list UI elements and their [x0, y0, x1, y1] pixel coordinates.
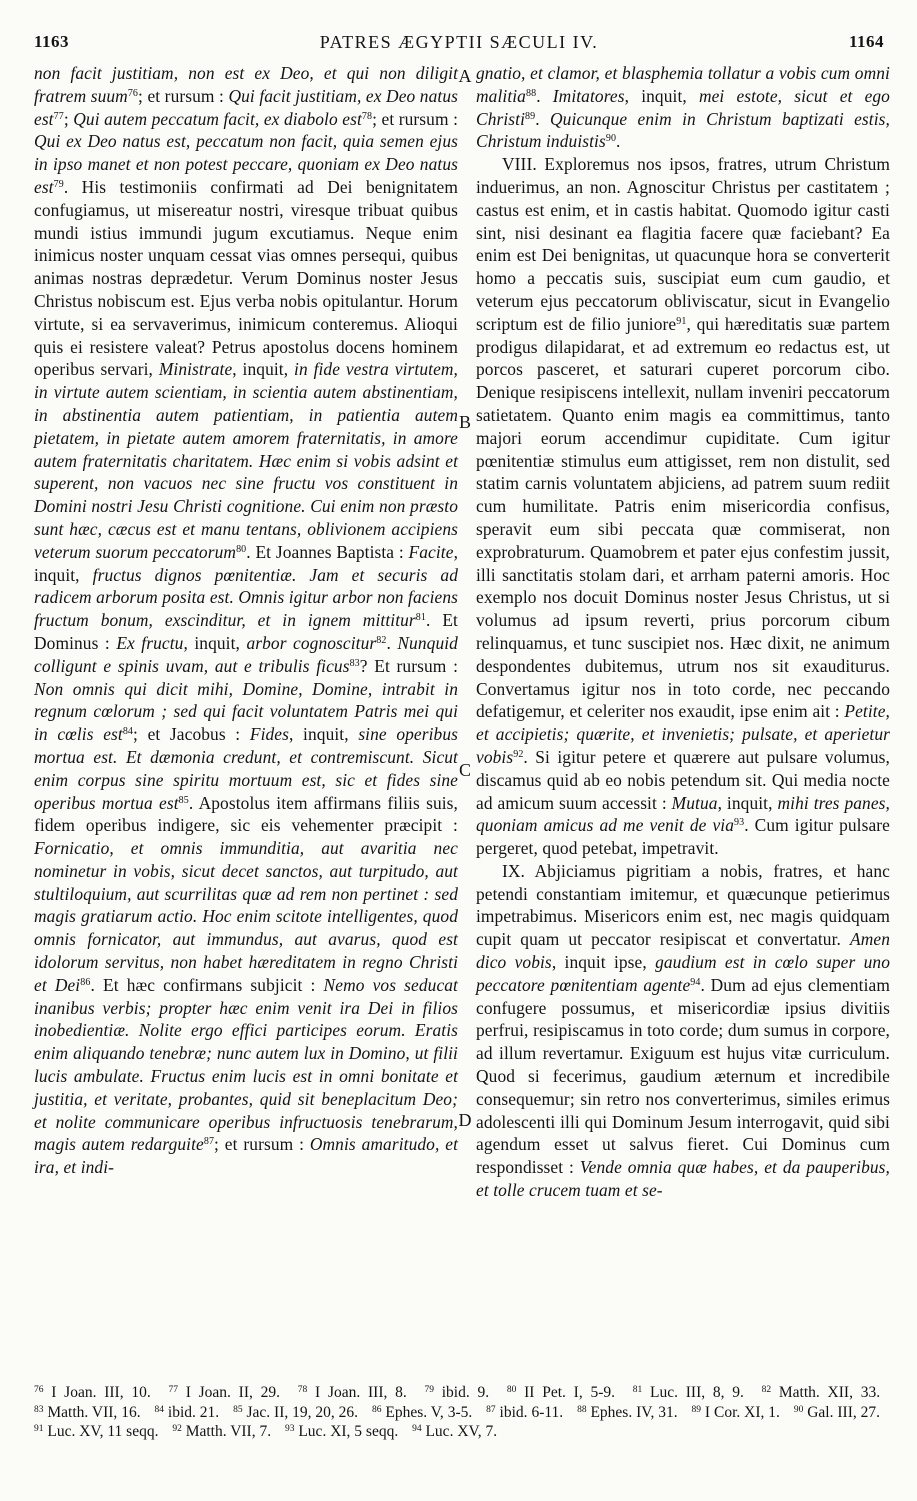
footnote-ref: 91 — [676, 315, 687, 327]
footnote — [692, 1404, 780, 1421]
footnote-citation: Matth. XII, 33. — [771, 1384, 881, 1401]
quotation-text: sine operibus mortua est. Et dæmonia credunt, et contremiscunt. Sicut enim corpus sine spiritu mortuum est, sic et fides sine operibus mortua est — [34, 724, 459, 813]
quotation-text: Omnis amaritudo, et ira, et indi- — [34, 1134, 458, 1178]
paragraph — [34, 62, 458, 1179]
body-text: , qui hæreditatis suæ partem prodigus dilapidarat, et ad extremum eo redactus est, ut porcos pasceret, et saturari cuperet porcorum cibo. Denique resipiscens intellexit, nullam inveniri peccatorum satietatem. Quanto enim magis ea committimus, tanto majori eorum accendimur cupiditate. Cum igitur pœnitentiæ stimulus eum attigisset, rem non distulit, sed statim carnis voluntatem abjiciens, ad patrem suum rediit cum humilitate. Patris enim misericordia confisus, speravit eum sibi peccata quæ commiserat, non exprobraturum. Quamobrem et pater ejus confestim jussit, illi sanctitatis stolam dari, et arrham paterni amoris. Hoc exemplo nos docuit Dominus noster Jesus Christus, ut si volumus ad ipsum reverti, prius porcorum cibum relinquamus, et tunc suscipiet nos. Hæc dixit, ne animum despondentes dubitemus, utrum nos sit exauditurus. Convertamus igitur nos in toto corde, nec peccando defatigemur, et celeriter nos exaudit, ipse enim ait : — [476, 313, 890, 722]
footnote-citation: I Joan. III, 10. — [43, 1384, 151, 1401]
footnote-ref: 80 — [236, 543, 247, 555]
footnote-ref: 85 — [178, 794, 189, 806]
quotation-text: Ex fructu — [116, 632, 184, 653]
footnote-number: 93 — [284, 1424, 295, 1434]
footnote-ref: 90 — [605, 133, 617, 145]
footnote-citation: I Cor. XI, 1. — [701, 1403, 780, 1421]
body-text: . Dum ad ejus clementiam confugere possumus, et misericordiæ ipsius divitiis perfrui, resipiscamus in toto corde; dum sumus in corpore, ad illum revertamur. Exiguum est hujus vitæ curriculum. Quod si fecerimus, gaudium æternum et incredibile consequemur; sin retro nos converterimus, similes erimus adolescenti illi qui Dominum Jesum interrogavit, quid sibi agendum esset ut salvus fieret. Cui Dominus cum respondisset : — [476, 974, 890, 1178]
footnote-ref: 81 — [415, 612, 426, 624]
footnote-citation: Luc. III, 8, 9. — [642, 1384, 744, 1401]
right-text-column — [476, 62, 890, 1202]
body-text: . Et Dominus : — [34, 610, 458, 653]
body-text: . — [616, 131, 621, 152]
body-text: . Cum igitur pulsare pergeret, quod petebat, impetravit. — [476, 815, 890, 859]
footnote-number: 86 — [371, 1404, 382, 1415]
body-text: . — [386, 632, 398, 653]
footnote — [34, 1404, 141, 1421]
footnote — [298, 1384, 407, 1401]
footnote-number: 89 — [691, 1404, 702, 1415]
quotation-text: Petite, et accipietis; quærite, et invenietis; pulsate, et aperietur vobis — [476, 701, 890, 767]
body-text: , inquit, — [183, 632, 247, 653]
footnote-ref: 84 — [122, 726, 134, 738]
body-text: . Et Joannes Baptista : — [246, 541, 409, 562]
footnote-number: 94 — [412, 1424, 422, 1434]
footnote-ref: 76 — [127, 87, 139, 99]
footnote-citation: Jac. II, 19, 20, 26. — [242, 1403, 359, 1421]
body-text: . Et hæc confirmans subjicit : — [90, 974, 324, 995]
quotation-text: mihi tres panes, quoniam amicus ad me venit de via — [476, 792, 890, 836]
footnote-citation: Luc. XV, 7. — [421, 1423, 498, 1440]
footnote-number: 85 — [233, 1404, 243, 1415]
footnote-ref: 78 — [361, 110, 373, 122]
quotation-text: Vende omnia quæ habes, et da pauperibus, et tolle crucem tuam et se- — [476, 1157, 890, 1201]
footnote-ref: 88 — [525, 87, 537, 99]
footnote-number: 91 — [34, 1424, 44, 1434]
quotation-text: Non omnis qui dicit mihi, Domine, Domine, intrabit in regnum cœlorum ; sed qui facit voluntatem Patris mei qui in cœlis est — [34, 678, 458, 745]
body-text: ; et rursum : — [138, 85, 229, 106]
quotation-text: Mutua — [671, 792, 718, 813]
footnote — [412, 1423, 497, 1440]
footnote-citation: Matth. VII, 7. — [181, 1423, 272, 1440]
footnote-ref: 79 — [53, 178, 64, 190]
body-text: . — [536, 85, 553, 106]
quotation-text: in fide vestra virtutem, in virtute autem scientiam, in scientia autem abstinentiam, in abstinentia autem patientiam, in patientia autem pietatem, in pietate autem amorem fraternitatis, in amore autem fraternitatis charitatem. Hæc enim si vobis adsint et superent, non vacuos nec sine fructu vos constituent in Domini nostri Jesu Christi cognitione. Cui enim non præsto sunt hæc, cæcus est et manu tentans, oblivionem accipiens veterum suorum peccatorum — [34, 359, 458, 562]
margin-letter-b: B — [458, 412, 471, 432]
margin-letter-c: C — [458, 760, 471, 780]
footnote-number: 80 — [506, 1385, 517, 1395]
quotation-text: Amen dico vobis — [476, 929, 890, 973]
body-text: , inquit, — [289, 724, 359, 745]
footnote-citation: ibid. 21. — [164, 1403, 220, 1421]
footnote-citation: Gal. III, 27. — [803, 1403, 881, 1421]
paragraph — [476, 153, 890, 860]
footnote-number: 87 — [486, 1404, 496, 1415]
quotation-text: Fornicatio, et omnis immunditia, aut avaritia nec nominetur in vobis, sicut decet sanctos, aut turpitudo, aut stultiloquium, aut scurrilitas quæ ad rem non pertinet : sed magis gratiarum actio. Hoc enim scitote intelligentes, quod omnis fornicator, aut immundus, aut avarus, quod est idolorum servitus, non habet hæreditatem in regno Christi et Dei — [34, 838, 458, 995]
column-number-right: 1164 — [848, 32, 884, 51]
quotation-text: Imitatores — [552, 85, 625, 106]
footnote-ref: 82 — [376, 634, 387, 646]
footnote — [233, 1404, 358, 1421]
footnote-number: 76 — [34, 1385, 44, 1395]
footnote — [34, 1384, 151, 1401]
footnote-number: 83 — [34, 1404, 44, 1415]
quotation-text: Fides — [249, 724, 289, 745]
footnote-number: 79 — [424, 1385, 434, 1395]
footnote-number: 92 — [172, 1424, 182, 1434]
footnote — [794, 1404, 880, 1421]
body-text: ; et rursum : — [214, 1134, 310, 1155]
paragraph — [476, 860, 890, 1202]
footnote-number: 82 — [761, 1385, 772, 1395]
footnote-ref: 94 — [690, 976, 701, 988]
footnote — [633, 1384, 744, 1401]
page-header — [34, 32, 884, 58]
footnote — [285, 1423, 398, 1440]
body-text: ; et Jacobus : — [133, 724, 250, 745]
footnote-citation: ibid. 9. — [434, 1384, 490, 1401]
body-text: . Apostolus item affirmans filiis suis, fidem operibus indigere, sic eis vehementer præcipit : — [34, 792, 458, 836]
footnote — [507, 1384, 615, 1401]
body-text: , inquit, — [624, 85, 699, 106]
footnote-number: 81 — [632, 1385, 643, 1395]
footnote-citation: Luc. XV, 11 seqq. — [43, 1423, 159, 1440]
footnote-number: 78 — [297, 1385, 308, 1395]
footnote-ref: 86 — [80, 976, 91, 988]
footnote-citation: Matth. VII, 16. — [43, 1403, 141, 1421]
footnote-ref: 89 — [525, 110, 536, 122]
quotation-text: Ministrate — [158, 359, 233, 380]
footnote-ref: 77 — [53, 110, 64, 122]
running-title: PATRES ÆGYPTII SÆCULI IV. — [319, 32, 599, 52]
footnote-number: 77 — [168, 1385, 178, 1395]
quotation-text: Nunquid colligunt e spinis uvam, aut e tribulis ficus — [34, 632, 458, 676]
footnote — [762, 1384, 880, 1401]
footnote-citation: Ephes. V, 3-5. — [381, 1403, 473, 1421]
footnote — [155, 1404, 220, 1421]
body-text: , inquit, — [232, 359, 295, 380]
footnote-citation: I Joan. II, 29. — [177, 1384, 281, 1401]
quotation-text: gnatio, et clamor, et blasphemia tollatur a vobis cum omni malitia — [476, 63, 890, 106]
body-text: . Si igitur petere et quærere aut pulsare volumus, discamus quid ab eo nobis petendum sit. Qui media nocte ad amicum suum accessit : — [476, 746, 890, 813]
body-text: IX. Abjiciamus pigritiam a nobis, fratres, et hanc petendi constantiam imitemur, et quæcunque petierimus impetrabimus. Misericors enim est, nec magis quidquam cupit quam ut peccator resipiscat et convertatur. — [476, 860, 890, 950]
footnote-citation: I Joan. III, 8. — [307, 1384, 407, 1401]
quotation-text: Qui ex Deo natus est, peccatum non facit, quia semen ejus in ipso manet et non potest peccare, quoniam ex Deo natus est — [34, 131, 458, 197]
footnote-ref: 83 — [349, 657, 360, 669]
margin-letter-d: D — [458, 1110, 472, 1130]
body-text: , inquit, — [34, 541, 459, 585]
quotation-text: gaudium est in cœlo super uno peccatore pœnitentiam agente — [476, 952, 890, 995]
left-text-column — [34, 62, 458, 1179]
margin-letter-a: A — [458, 66, 472, 86]
column-number-left: 1163 — [34, 32, 70, 51]
footnote-citation: II Pet. I, 5-9. — [516, 1384, 615, 1401]
footnote-citation: Luc. XI, 5 seqq. — [294, 1423, 399, 1440]
footnote-number: 90 — [793, 1404, 804, 1415]
body-text: . — [535, 108, 551, 129]
quotation-text: mei estote, sicut et ego Christi — [476, 85, 890, 129]
quotation-text: fructus dignos pœnitentiæ. Jam et securis ad radicem arborum posita est. Omnis igitur arbor non faciens fructum bonum, exscinditur, et in ignem mittitur — [34, 564, 458, 631]
quotation-text: Qui autem peccatum facit, ex diabolo est — [73, 108, 362, 129]
footnotes — [34, 1383, 890, 1442]
body-text: , inquit ipse, — [551, 952, 656, 973]
footnote-citation: Ephes. IV, 31. — [586, 1403, 678, 1421]
footnote — [577, 1404, 678, 1421]
quotation-text: Qui facit justitiam, ex Deo natus est — [34, 85, 458, 129]
footnote — [372, 1404, 472, 1421]
footnote — [168, 1384, 280, 1401]
footnote-citation: ibid. 6-11. — [495, 1403, 564, 1421]
footnote-number: 84 — [154, 1404, 164, 1415]
body-text: . His testimoniis confirmati ad Dei benignitatem confugiamus, ut misereatur nostri, viresque tribuat quibus mundi istius immundi jugum excutiamus. Neque enim inimicus noster unquam cessat vias omnes persequi, quibus animas nostras deprædetur. Verum Dominus noster Jesus Christus nobiscum est. Ejus verba nobis opitulantur. Horum virtute, si ea servaverimus, inimicum conteremus. Alioqui quis ei resistere valeat? Petrus apostolus docens hominem operibus servari, — [34, 176, 458, 380]
body-text: ; — [63, 108, 74, 129]
body-text: , inquit, — [717, 792, 778, 813]
footnote-number: 88 — [577, 1404, 587, 1415]
quotation-text: non facit justitiam, non est ex Deo, et qui non diligit fratrem suum — [34, 63, 458, 106]
quotation-text: arbor cognoscitur — [246, 632, 377, 653]
body-text: VIII. Exploremus nos ipsos, fratres, utrum Christum induerimus, an non. Agnoscitur Christus per castitatem ; castus est enim, et in castis habitat. Quomodo igitur casti sint, nisi desinant ea flagitia facere quæ faciebant? Ea enim est Dei benignitas, ut quacunque hora se converterit homo a peccatis suis, suscipiat eum cum gaudio, et veterum ejus peccatorum obliviscatur, sicut in Evangelio scriptum est de filio juniore — [476, 154, 890, 334]
quotation-text: Quicunque enim in Christum baptizati estis, Christum induistis — [476, 108, 890, 152]
footnote-ref: 92 — [513, 748, 524, 760]
footnote — [34, 1423, 158, 1440]
footnote — [486, 1404, 563, 1421]
footnote — [172, 1423, 271, 1440]
footnote — [425, 1384, 490, 1401]
body-text: ; et rursum : — [372, 108, 459, 129]
paragraph — [476, 62, 890, 153]
footnote-ref: 87 — [203, 1136, 215, 1148]
quotation-text: Facite — [408, 541, 454, 562]
body-text: ? Et rursum : — [359, 655, 458, 676]
quotation-text: Nemo vos seducat inanibus verbis; propter hæc enim venit ira Dei in filios inobedientiæ. Nolite ergo effici participes eorum. Eratis enim aliquando tenebræ; nunc autem lux in Domino, ut filii lucis ambulate. Fructus enim lucis est in omni bonitate et justitia, et veritate, probantes, quid sit beneplacitum Deo; et nolite communicare operibus infructuosis tenebrarum, magis autem redarguite — [34, 974, 458, 1155]
footnote-ref: 93 — [734, 817, 745, 829]
